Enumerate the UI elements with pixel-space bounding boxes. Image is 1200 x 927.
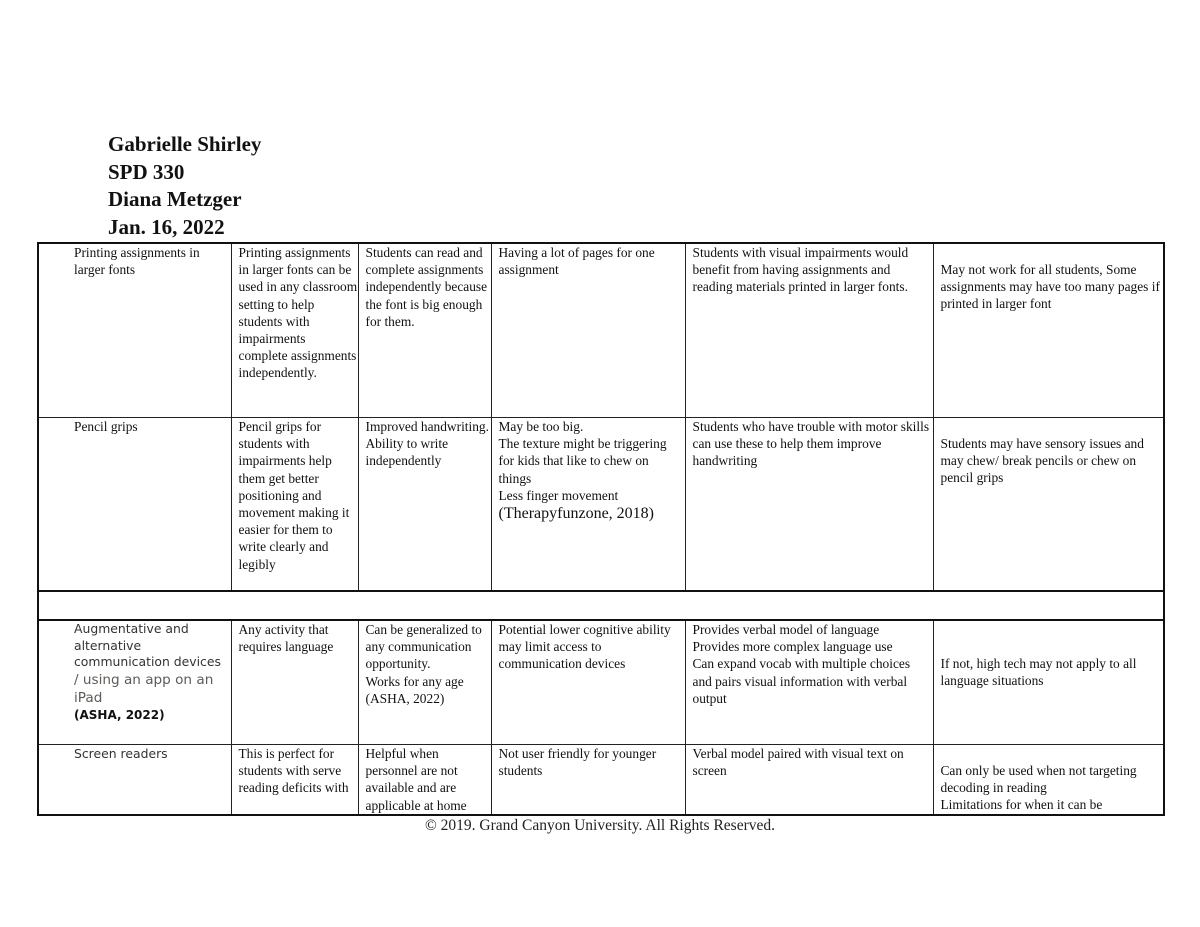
student-name: Gabrielle Shirley: [108, 132, 262, 156]
benefits-line: Improved handwriting.: [365, 419, 489, 434]
empty-merged-cell: [38, 591, 1164, 620]
benefits-cell: [358, 243, 491, 418]
setting-cell: [231, 620, 358, 745]
citation: (ASHA, 2022): [74, 707, 165, 722]
population-line: Provides more complex language use: [692, 639, 893, 655]
table-row: [38, 243, 1164, 418]
drawbacks-line: May be too big.: [498, 419, 584, 434]
limitations-line: Limitations for when it can be: [940, 797, 1103, 813]
drawbacks-text: Having a lot of pages for one assignment: [498, 245, 655, 278]
table-row: [38, 745, 1164, 815]
tool-extra: / using an app on an iPad: [74, 671, 214, 706]
benefits-cell: [358, 745, 491, 815]
population-cell: [685, 243, 933, 418]
assistive-technology-table: [37, 242, 1165, 816]
drawbacks-text: Not user friendly for younger students: [498, 746, 657, 779]
instructor-name: Diana Metzger: [108, 187, 242, 211]
setting-text: Pencil grips for students with impairments help them get better positioning and movement making it easier for them to write clearly and legibly: [238, 419, 350, 572]
submission-date: Jan. 16, 2022: [108, 214, 225, 239]
tool-name: Screen readers: [74, 746, 168, 761]
drawbacks-cell: [491, 243, 685, 418]
drawbacks-cell: [491, 620, 685, 745]
limitations-text: Students may have sensory issues and may chew/ break pencils or chew on pencil grips: [940, 436, 1144, 486]
table-row: [38, 418, 1164, 592]
tool-name: Pencil grips: [74, 419, 138, 434]
setting-cell: [231, 418, 358, 592]
population-line: Provides verbal model of language: [692, 622, 880, 637]
tool-cell: [38, 620, 231, 745]
tool-name: Augmentative and alternative communication devices: [74, 621, 221, 670]
population-cell: [685, 745, 933, 815]
document-header: [108, 131, 261, 241]
drawbacks-cell: [491, 418, 685, 592]
setting-text: Any activity that requires language: [238, 622, 334, 655]
drawbacks-cell: [491, 745, 685, 815]
limitations-cell: [933, 418, 1164, 592]
limitations-text: May not work for all students, Some assignments may have too many pages if printed in larger font: [940, 262, 1160, 312]
population-cell: [685, 620, 933, 745]
table-spacer-row: [38, 591, 1164, 620]
tool-cell: [38, 418, 231, 592]
setting-cell: [231, 745, 358, 815]
setting-text: This is perfect for students with serve reading deficits with: [238, 746, 349, 796]
benefits-line: Can be generalized to any communication opportunity.: [365, 622, 482, 672]
population-text: Students who have trouble with motor skills can use these to help them improve handwriting: [692, 419, 930, 469]
population-text: Students with visual impairments would benefit from having assignments and reading materials printed in larger fonts.: [692, 245, 909, 295]
table-row: [38, 620, 1164, 745]
benefits-text: Helpful when personnel are not available and are applicable at home: [365, 746, 467, 813]
tool-cell: [38, 243, 231, 418]
limitations-line: Can only be used when not targeting decoding in reading: [940, 763, 1137, 796]
citation: (Therapyfunzone, 2018): [498, 505, 654, 523]
benefits-cell: [358, 620, 491, 745]
population-cell: [685, 418, 933, 592]
benefits-text: Students can read and complete assignments independently because the font is big enough for them.: [365, 245, 488, 329]
setting-text: Printing assignments in larger fonts can be used in any classroom setting to help students with impairments complete assignments independently.: [238, 245, 358, 381]
tool-cell: [38, 745, 231, 815]
limitations-text: If not, high tech may not apply to all language situations: [940, 656, 1137, 689]
drawbacks-line: Less finger movement: [498, 487, 619, 503]
limitations-cell: [933, 243, 1164, 418]
limitations-cell: [933, 620, 1164, 745]
benefits-line: Works for any age (ASHA, 2022): [365, 673, 464, 706]
population-line: Can expand vocab with multiple choices and pairs visual information with verbal output: [692, 656, 911, 706]
tool-name: Printing assignments in larger fonts: [74, 245, 200, 278]
drawbacks-text: Potential lower cognitive ability may limit access to communication devices: [498, 622, 671, 672]
benefits-cell: [358, 418, 491, 592]
course-code: SPD 330: [108, 159, 185, 184]
drawbacks-line: The texture might be triggering for kids that like to chew on things: [498, 436, 667, 486]
limitations-cell: [933, 745, 1164, 815]
copyright-footer: © 2019. Grand Canyon University. All Rights Reserved.: [424, 817, 775, 834]
setting-cell: [231, 243, 358, 418]
population-text: Verbal model paired with visual text on screen: [692, 746, 904, 779]
benefits-line: Ability to write independently: [365, 436, 449, 469]
